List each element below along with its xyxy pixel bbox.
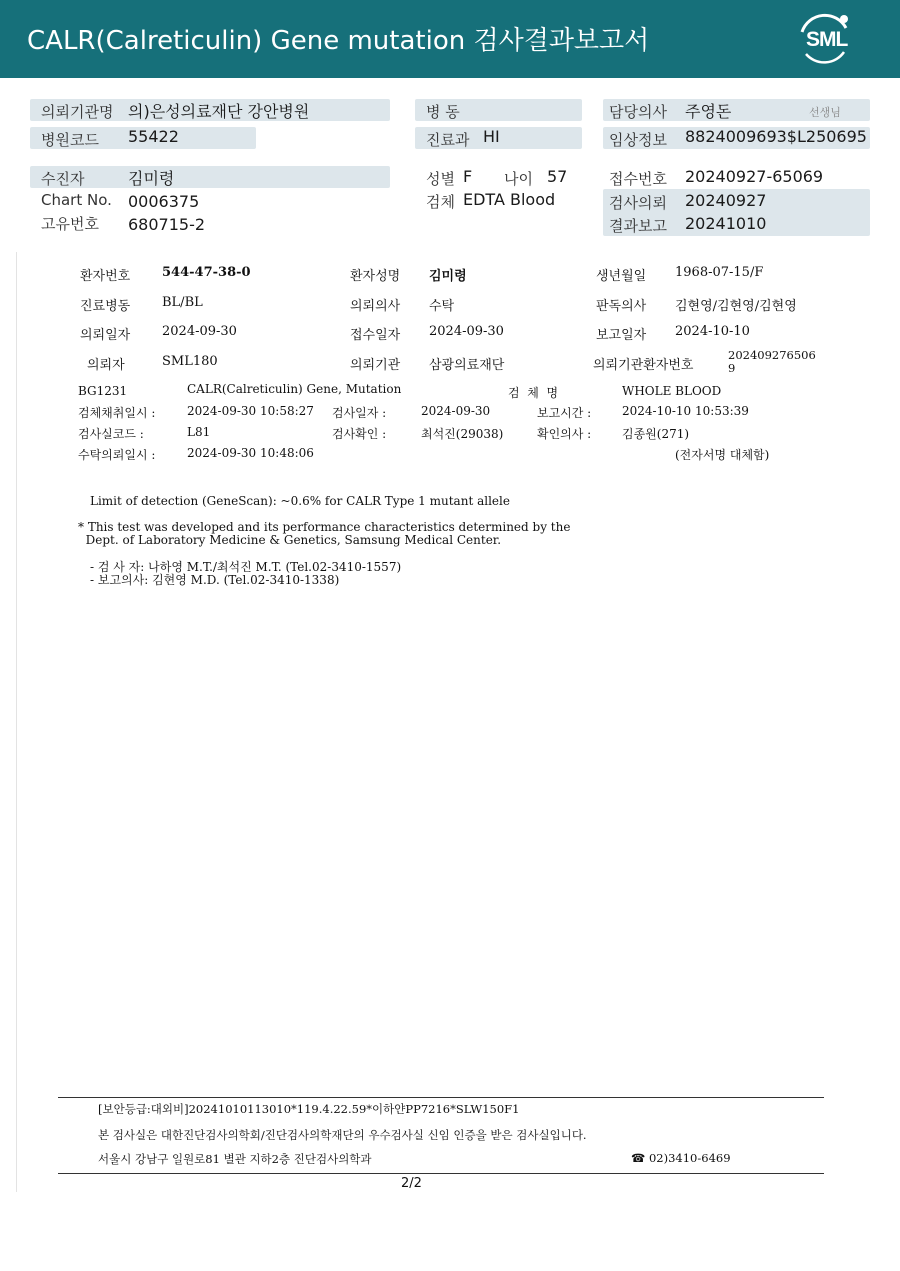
report-time-label: 보고시간 : xyxy=(537,406,592,420)
report-value-patient-name: 김미령 xyxy=(429,269,467,284)
test-date-value: 2024-09-30 xyxy=(421,404,491,418)
specimen-value: EDTA Blood xyxy=(463,190,556,209)
age-label: 나이 xyxy=(504,170,533,188)
report-label-patient-no: 환자번호 xyxy=(80,269,131,284)
receipt-value: 20240927-65069 xyxy=(685,167,824,186)
report-value-birth: 1968-07-15/F xyxy=(675,265,764,280)
report-label-read-doctor: 판독의사 xyxy=(596,299,647,314)
report-value-req-org: 삼광의료재단 xyxy=(429,358,505,373)
report-value-report-date: 2024-10-10 xyxy=(675,324,750,339)
dept-label: 진료과 xyxy=(426,131,470,149)
test-request-value: 20240927 xyxy=(685,191,767,210)
report-value-patient-no: 544-47-38-0 xyxy=(162,265,251,280)
request-org-value: 의)은성의료재단 강안병원 xyxy=(128,102,310,121)
footer-bottom-rule xyxy=(58,1173,824,1174)
specimen-name-value: WHOLE BLOOD xyxy=(622,384,722,398)
report-label-req-date: 의뢰일자 xyxy=(80,328,131,343)
logo-text: SML xyxy=(806,28,848,51)
report-label-org-patient-no: 의뢰기관환자번호 xyxy=(593,358,694,373)
request-org-label: 의뢰기관명 xyxy=(41,103,114,121)
collect-label: 검체채취일시 : xyxy=(78,406,156,420)
confirm-label: 확인의사 : xyxy=(537,427,592,441)
report-value-org-patient-no-suffix: 9 xyxy=(728,361,736,375)
age-value: 57 xyxy=(547,167,568,186)
consign-value: 2024-09-30 10:48:06 xyxy=(187,446,314,460)
doctor-label: 담당의사 xyxy=(609,103,667,121)
staff-line-1: - 검 사 자: 나하영 M.T./최석진 M.T. (Tel.02-3410-1557) xyxy=(90,560,402,574)
test-request-label: 검사의뢰 xyxy=(609,194,667,212)
esign-note: (전자서명 대체함) xyxy=(675,448,770,462)
report-label-birth: 생년월일 xyxy=(596,269,647,284)
doctor-suffix: 선생님 xyxy=(809,106,841,119)
verify-value: 최석진(29038) xyxy=(421,427,504,441)
phone-line: ☎ 02)3410-6469 xyxy=(631,1151,731,1165)
specimen-name-label: 검 체 명 xyxy=(508,386,559,400)
note-line-1: * This test was developed and its performance characteristics determined by the xyxy=(78,520,571,534)
report-label-requester: 의뢰자 xyxy=(87,358,125,373)
report-header xyxy=(0,0,900,78)
patient-label: 수진자 xyxy=(41,170,85,188)
result-report-label: 결과보고 xyxy=(609,217,667,235)
staff-line-2: - 보고의사: 김현영 M.D. (Tel.02-3410-1338) xyxy=(90,573,340,587)
hospital-code-value: 55422 xyxy=(128,127,179,146)
report-value-req-date: 2024-09-30 xyxy=(162,324,237,339)
page-number: 2/2 xyxy=(401,1176,422,1191)
chart-label: Chart No. xyxy=(41,191,112,209)
collect-value: 2024-09-30 10:58:27 xyxy=(187,404,314,418)
lab-code-value: L81 xyxy=(187,425,211,439)
clinical-value: 8824009693$L250695 xyxy=(685,127,867,146)
dept-value: HI xyxy=(483,127,500,146)
chart-value: 0006375 xyxy=(128,192,200,211)
page-border xyxy=(16,252,17,1192)
certification-line: 본 검사실은 대한진단검사의학회/진단검사의학재단의 우수검사실 신임 인증을 받은 검사실입니다. xyxy=(98,1128,587,1142)
test-date-label: 검사일자 : xyxy=(332,406,387,420)
confirm-value: 김종원(271) xyxy=(622,427,690,441)
limit-text: Limit of detection (GeneScan): ~0.6% for CALR Type 1 mutant allele xyxy=(90,494,510,508)
report-title: CALR(Calreticulin) Gene mutation 검사결과보고서 xyxy=(27,26,650,56)
report-value-recv-date: 2024-09-30 xyxy=(429,324,504,339)
address-line: 서울시 강남구 일원로81 별관 지하2층 진단검사의학과 xyxy=(98,1152,372,1166)
test-name: CALR(Calreticulin) Gene, Mutation xyxy=(187,382,402,396)
footer-top-rule xyxy=(58,1097,824,1098)
report-value-ward: BL/BL xyxy=(162,295,203,310)
report-label-patient-name: 환자성명 xyxy=(350,269,401,284)
report-label-recv-date: 접수일자 xyxy=(350,328,401,343)
clinical-label: 임상정보 xyxy=(609,131,667,149)
unique-value: 680715-2 xyxy=(128,215,206,234)
report-label-ward: 진료병동 xyxy=(80,299,131,314)
note-line-2: Dept. of Laboratory Medicine & Genetics, Samsung Medical Center. xyxy=(78,533,502,547)
ward-label: 병 동 xyxy=(426,103,460,121)
receipt-label: 접수번호 xyxy=(609,170,667,188)
patient-value: 김미령 xyxy=(128,169,175,188)
hospital-code-label: 병원코드 xyxy=(41,131,99,149)
result-report-value: 20241010 xyxy=(685,214,767,233)
consign-label: 수탁의뢰일시 : xyxy=(78,448,156,462)
lab-code-label: 검사실코드 : xyxy=(78,427,144,441)
report-label-report-date: 보고일자 xyxy=(596,328,647,343)
test-code: BG1231 xyxy=(78,384,128,398)
sex-value: F xyxy=(463,167,473,186)
report-label-req-org: 의뢰기관 xyxy=(350,358,401,373)
report-value-org-patient-no: 202409276506 xyxy=(728,348,816,362)
security-line: [보안등급:대외비]20241010113010*119.4.22.59*이하얀PP7216*SLW150F1 xyxy=(98,1102,520,1116)
report-value-read-doctor: 김현영/김현영/김현영 xyxy=(675,299,797,314)
unique-label: 고유번호 xyxy=(41,215,99,233)
report-value-req-doctor: 수탁 xyxy=(429,299,455,314)
specimen-label: 검체 xyxy=(426,193,455,211)
report-time-value: 2024-10-10 10:53:39 xyxy=(622,404,749,418)
doctor-value: 주영돈 xyxy=(685,102,732,121)
verify-label: 검사확인 : xyxy=(332,427,387,441)
report-value-requester: SML180 xyxy=(162,354,218,369)
sex-label: 성별 xyxy=(426,170,455,188)
report-label-req-doctor: 의뢰의사 xyxy=(350,299,401,314)
